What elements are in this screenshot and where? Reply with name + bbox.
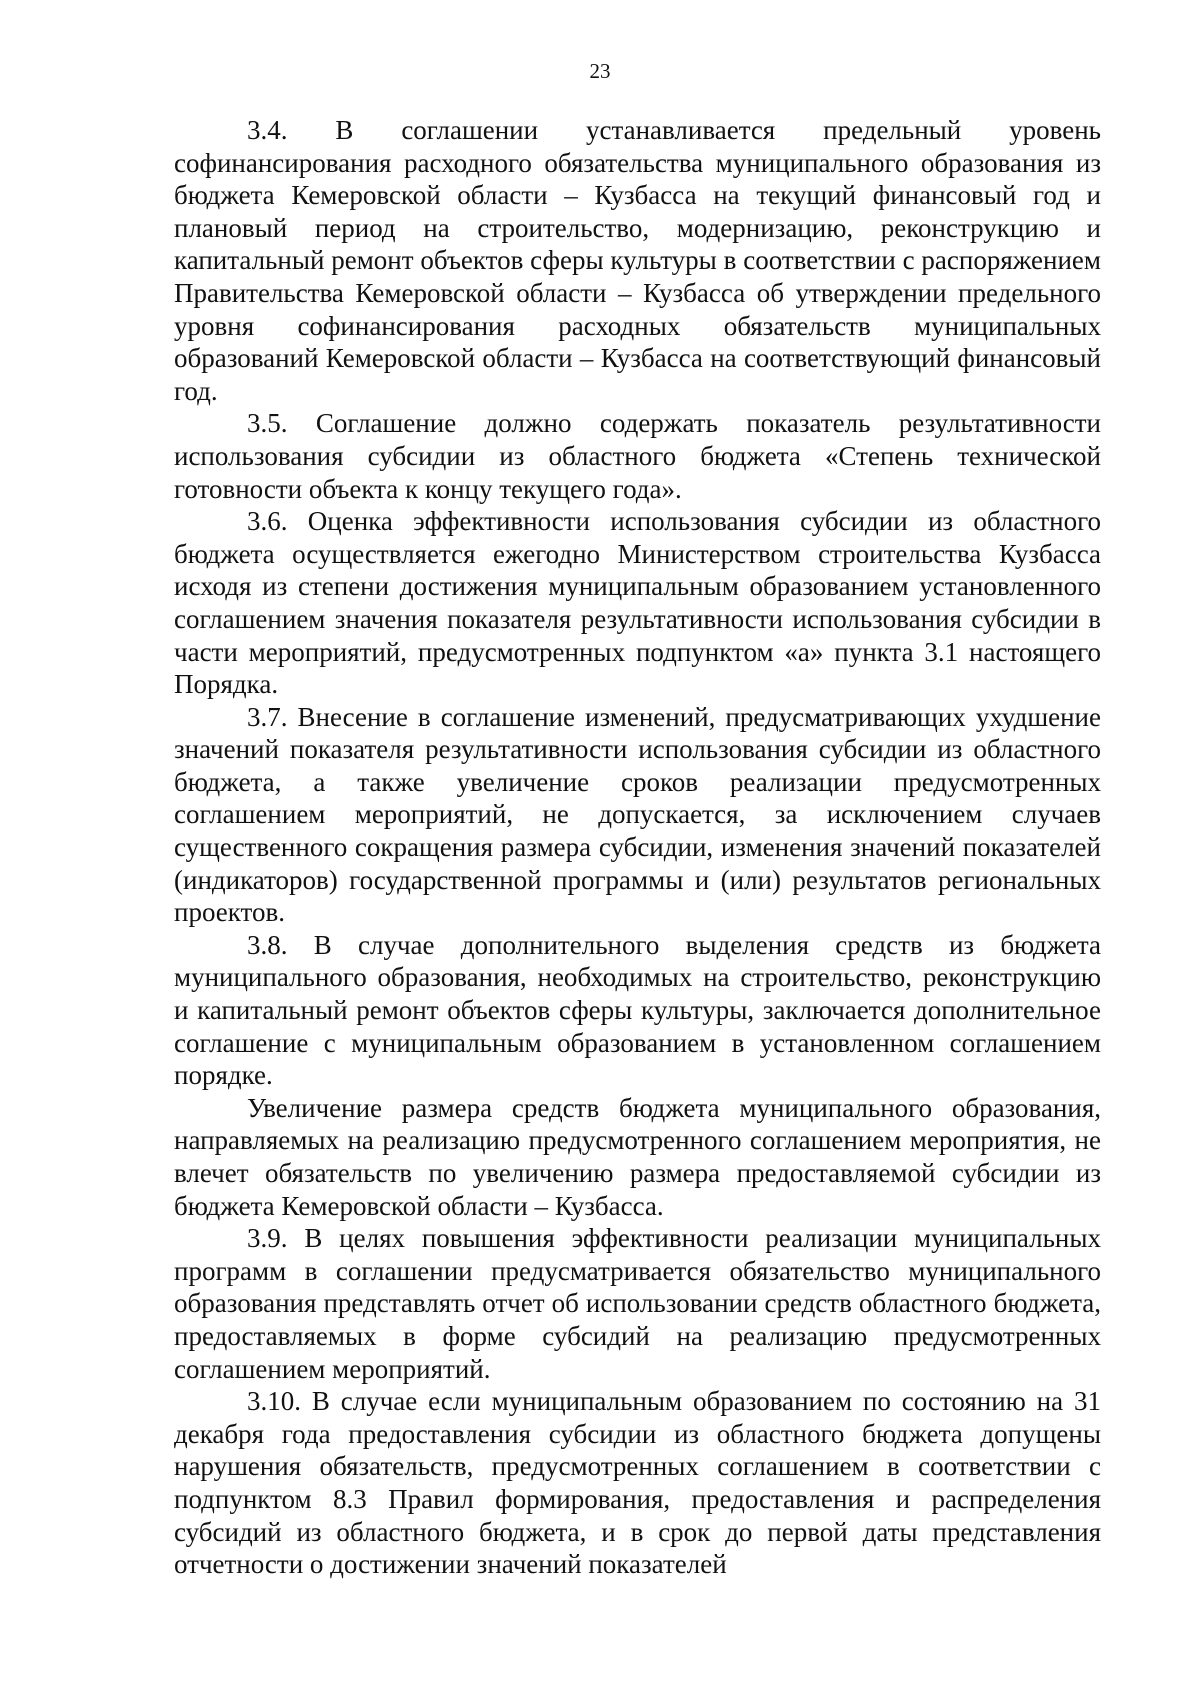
- paragraph-3-8: 3.8. В случае дополнительного выделения средств из бюджета муниципального образования, необходимых на строительство, реконструкцию и капитальный ремонт объектов сферы культуры, заключается дополнительное соглашение с муниципальным образованием в установленном соглашением порядке.: [174, 929, 1101, 1091]
- page-number: 23: [589, 59, 611, 83]
- paragraph-3-10: 3.10. В случае если муниципальным образованием по состоянию на 31 декабря года предоставления субсидии из областного бюджета допущены нарушения обязательств, предусмотренных соглашением в соответствии с подпунктом 8.3 Правил формирования, предоставления и распределения субсидий из областного бюджета, и в срок до первой даты представления отчетности о достижении значений показателей: [174, 1386, 1101, 1580]
- paragraph-3-6: 3.6. Оценка эффективности использования субсидии из областного бюджета осуществляется ежегодно Министерством строительства Кузбасса исходя из степени достижения муниципальным образованием установленного соглашением значения показателя результативности использования субсидии в части мероприятий, предусмотренных подпунктом «а» пункта 3.1 настоящего Порядка.: [174, 506, 1101, 700]
- paragraph-3-4: 3.4. В соглашении устанавливается предельный уровень софинансирования расходного обязательства муниципального образования из бюджета Кемеровской области – Кузбасса на текущий финансовый год и плановый период на строительство, модернизацию, реконструкцию и капитальный ремонт объектов сферы культуры в соответствии с распоряжением Правительства Кемеровской области – Кузбасса об утверждении предельного уровня софинансирования расходных обязательств муниципальных образований Кемеровской области – Кузбасса на соответствующий финансовый год.: [174, 115, 1101, 406]
- paragraph-3-8-continued: Увеличение размера средств бюджета муниципального образования, направляемых на реализацию предусмотренного соглашением мероприятия, не влечет обязательств по увеличению размера предоставляемой субсидии из бюджета Кемеровской области – Кузбасса.: [174, 1092, 1101, 1221]
- document-body: [174, 114, 1101, 1581]
- paragraph-3-5: 3.5. Соглашение должно содержать показатель результативности использования субсидии из областного бюджета «Степень технической готовности объекта к концу текущего года».: [174, 408, 1101, 504]
- paragraph-3-9: 3.9. В целях повышения эффективности реализации муниципальных программ в соглашении предусматривается обязательство муниципального образования представлять отчет об использовании средств областного бюджета, предоставляемых в форме субсидий на реализацию предусмотренных соглашением мероприятий.: [174, 1223, 1101, 1384]
- paragraph-3-7: 3.7. Внесение в соглашение изменений, предусматривающих ухудшение значений показателя результативности использования субсидии из областного бюджета, а также увеличение сроков реализации предусмотренных соглашением мероприятий, не допускается, за исключением случаев существенного сокращения размера субсидии, изменения значений показателей (индикаторов) государственной программы и (или) результатов региональных проектов.: [174, 701, 1101, 928]
